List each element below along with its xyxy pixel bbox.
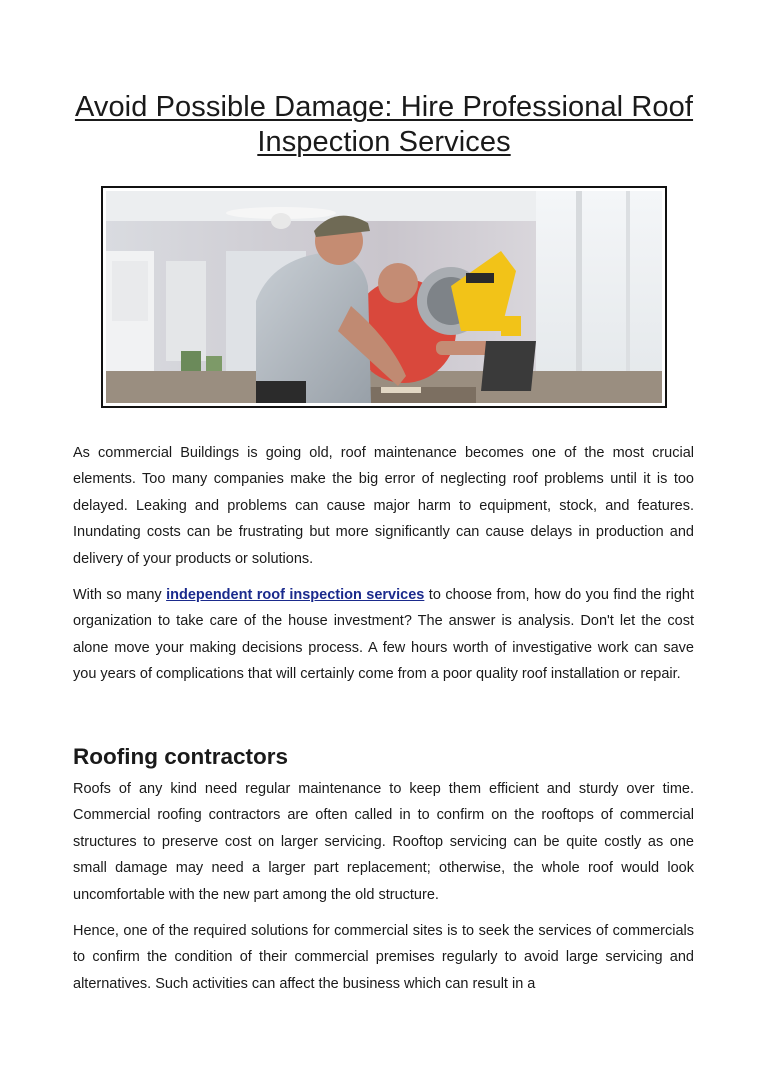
independent-roof-inspection-link[interactable]: independent roof inspection services bbox=[166, 587, 425, 603]
paragraph-intro: As commercial Buildings is going old, roof maintenance becomes one of the most crucial elements. Too many companies make the big error of neglecting roof problems until it is too delayed. Leaking and problems can cause major harm to equipment, stock, and features. Inundating costs can be frustrating but more significantly can cause delays in production and delivery of your products or solutions. bbox=[73, 445, 694, 567]
section-heading-roofing-contractors: Roofing contractors bbox=[73, 744, 289, 769]
paragraph-inspection-rest: to choose from, how do you find the right organization to take care of the house investment? The answer is analysis. Don't let the cost alone move your making decisions process. A few hours worth of investigative work can save you years of complications that will certainly come from a poor quality roof installation or repair. bbox=[73, 587, 695, 683]
paragraph-inspection bbox=[73, 582, 694, 688]
photo-icon bbox=[106, 191, 662, 403]
paragraph-solutions: Hence, one of the required solutions for commercial sites is to seek the services of commercials to confirm the condition of their commercial premises regularly to avoid large servicing and alternatives. Such activities can affect the business which can result in a bbox=[73, 923, 694, 992]
article-photo bbox=[101, 186, 667, 408]
paragraph-inspection-lead: With so many bbox=[73, 587, 167, 603]
paragraph-roofing: Roofs of any kind need regular maintenance to keep them efficient and sturdy over time. Commercial roofing contractors are often called in to confirm on the rooftops of commercial structures to preserve cost on larger servicing. Rooftop servicing can be quite costly as one small damage may need a larger part replacement; otherwise, the whole roof would look uncomfortable with the new part among the old structure. bbox=[73, 781, 694, 903]
page-title: Avoid Possible Damage: Hire Professional Roof Inspection Services bbox=[74, 91, 694, 158]
